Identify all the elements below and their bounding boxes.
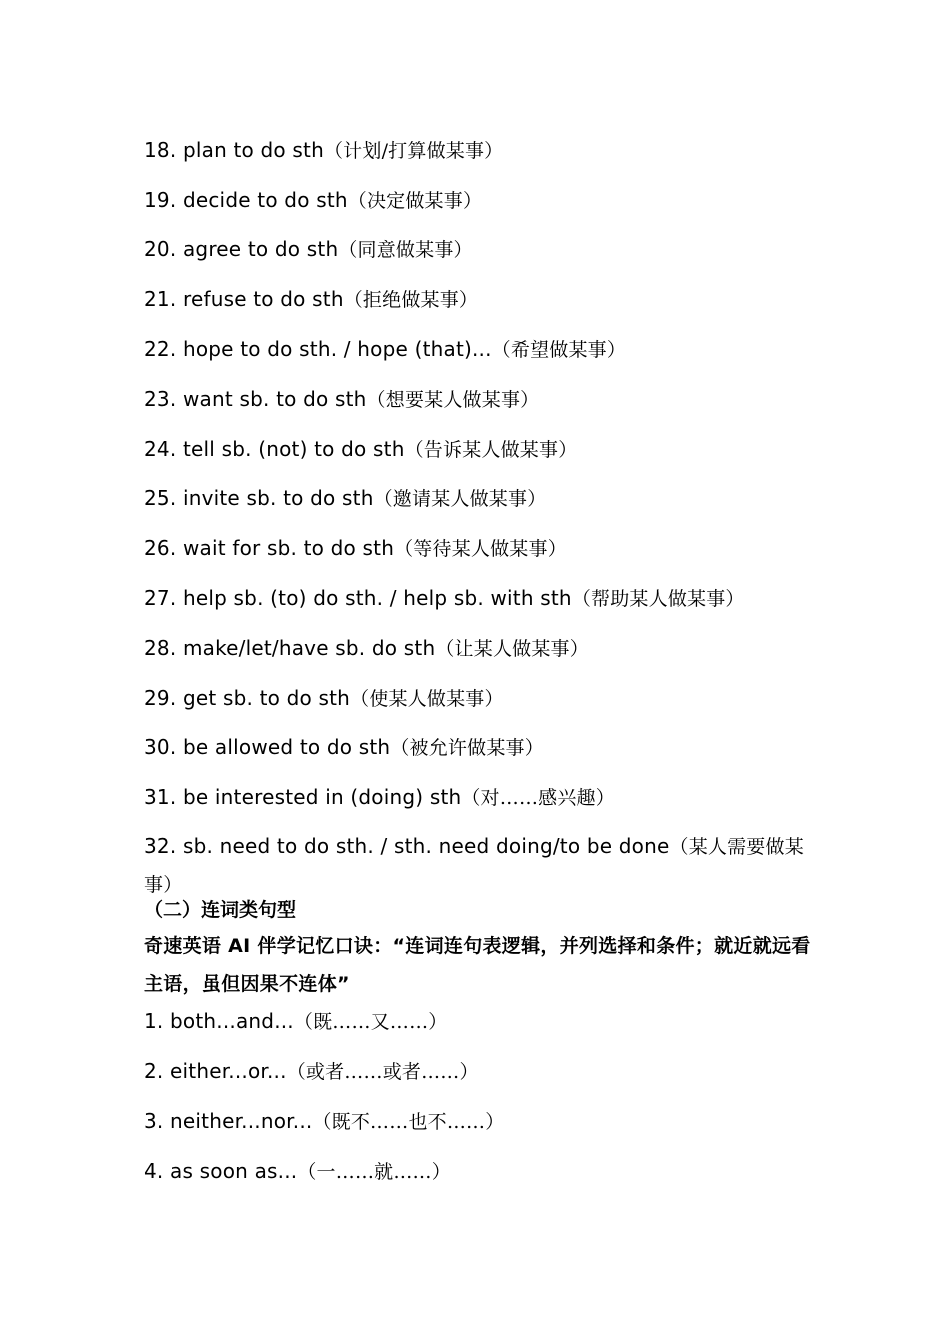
section-heading: （二）连词类句型 — [144, 899, 297, 921]
phrase-english: 31. be interested in (doing) sth — [144, 785, 462, 809]
phrase-chinese: （使某人做某事） — [350, 688, 504, 710]
phrase-chinese: （等待某人做某事） — [394, 538, 567, 560]
phrase-english: 4. as soon as... — [144, 1159, 298, 1183]
phrase-item — [144, 337, 814, 362]
phrase-chinese: （决定做某事） — [347, 190, 483, 212]
phrase-item — [144, 237, 814, 262]
phrase-english: 29. get sb. to do sth — [144, 686, 351, 710]
phrase-english: 3. neither...nor... — [144, 1109, 313, 1133]
phrase-item — [144, 828, 814, 904]
phrase-english: 2. either...or... — [144, 1059, 287, 1083]
phrase-item — [144, 387, 814, 412]
phrase-chinese: （或者……或者……） — [286, 1061, 479, 1083]
phrase-english: 26. wait for sb. to do sth — [144, 536, 395, 560]
mnemonic-text: 奇速英语 AI 伴学记忆口诀：“连词连句表逻辑，并列选择和条件；就近就远看主语，虽但因果不连体” — [144, 935, 811, 995]
phrase-item — [144, 437, 814, 462]
phrase-chinese: （被允许做某事） — [390, 737, 544, 759]
phrase-item — [144, 287, 814, 312]
phrase-chinese: （告诉某人做某事） — [404, 439, 578, 461]
phrase-english: 25. invite sb. to do sth — [144, 486, 374, 510]
phrase-item — [144, 636, 814, 661]
phrase-english: 24. tell sb. (not) to do sth — [144, 437, 405, 461]
phrase-english: 28. make/let/have sb. do sth — [144, 636, 436, 660]
phrase-chinese: （帮助某人做某事） — [571, 588, 745, 610]
phrase-item — [144, 1009, 814, 1034]
phrase-chinese: （某人需要做某事） — [144, 836, 804, 896]
phrase-chinese: （邀请某人做某事） — [373, 488, 547, 510]
phrase-english: 27. help sb. (to) do sth. / help sb. with sth — [144, 586, 572, 610]
phrase-chinese: （同意做某事） — [338, 239, 473, 261]
phrase-chinese: （对……感兴趣） — [461, 787, 615, 809]
phrase-item — [144, 1159, 814, 1184]
phrase-chinese: （一……就……） — [297, 1161, 451, 1183]
phrase-item — [144, 188, 814, 213]
phrase-chinese: （拒绝做某事） — [343, 289, 479, 311]
phrase-chinese: （计划/打算做某事） — [323, 140, 504, 162]
phrase-english: 22. hope to do sth. / hope (that)... — [144, 337, 492, 361]
phrase-english: 20. agree to do sth — [144, 237, 339, 261]
phrase-chinese: （想要某人做某事） — [366, 389, 540, 411]
phrase-english: 30. be allowed to do sth — [144, 735, 391, 759]
phrase-item — [144, 686, 814, 711]
phrase-english: 18. plan to do sth — [144, 138, 324, 162]
phrase-item — [144, 536, 814, 561]
phrase-english: 32. sb. need to do sth. / sth. need doing/to be done — [144, 834, 670, 858]
phrase-item — [144, 1109, 814, 1134]
phrase-english: 23. want sb. to do sth — [144, 387, 367, 411]
phrase-item — [144, 1059, 814, 1084]
phrase-english: 21. refuse to do sth — [144, 287, 344, 311]
phrase-item — [144, 785, 814, 810]
phrase-chinese: （既不……也不……） — [312, 1111, 505, 1133]
phrase-chinese: （让某人做某事） — [435, 638, 589, 660]
phrase-item — [144, 138, 814, 163]
phrase-item — [144, 486, 814, 511]
phrase-item — [144, 735, 814, 760]
phrase-chinese: （希望做某事） — [491, 339, 627, 361]
phrase-english: 1. both...and... — [144, 1009, 294, 1033]
phrase-chinese: （既……又……） — [293, 1011, 448, 1033]
phrase-english: 19. decide to do sth — [144, 188, 348, 212]
phrase-item — [144, 586, 814, 611]
